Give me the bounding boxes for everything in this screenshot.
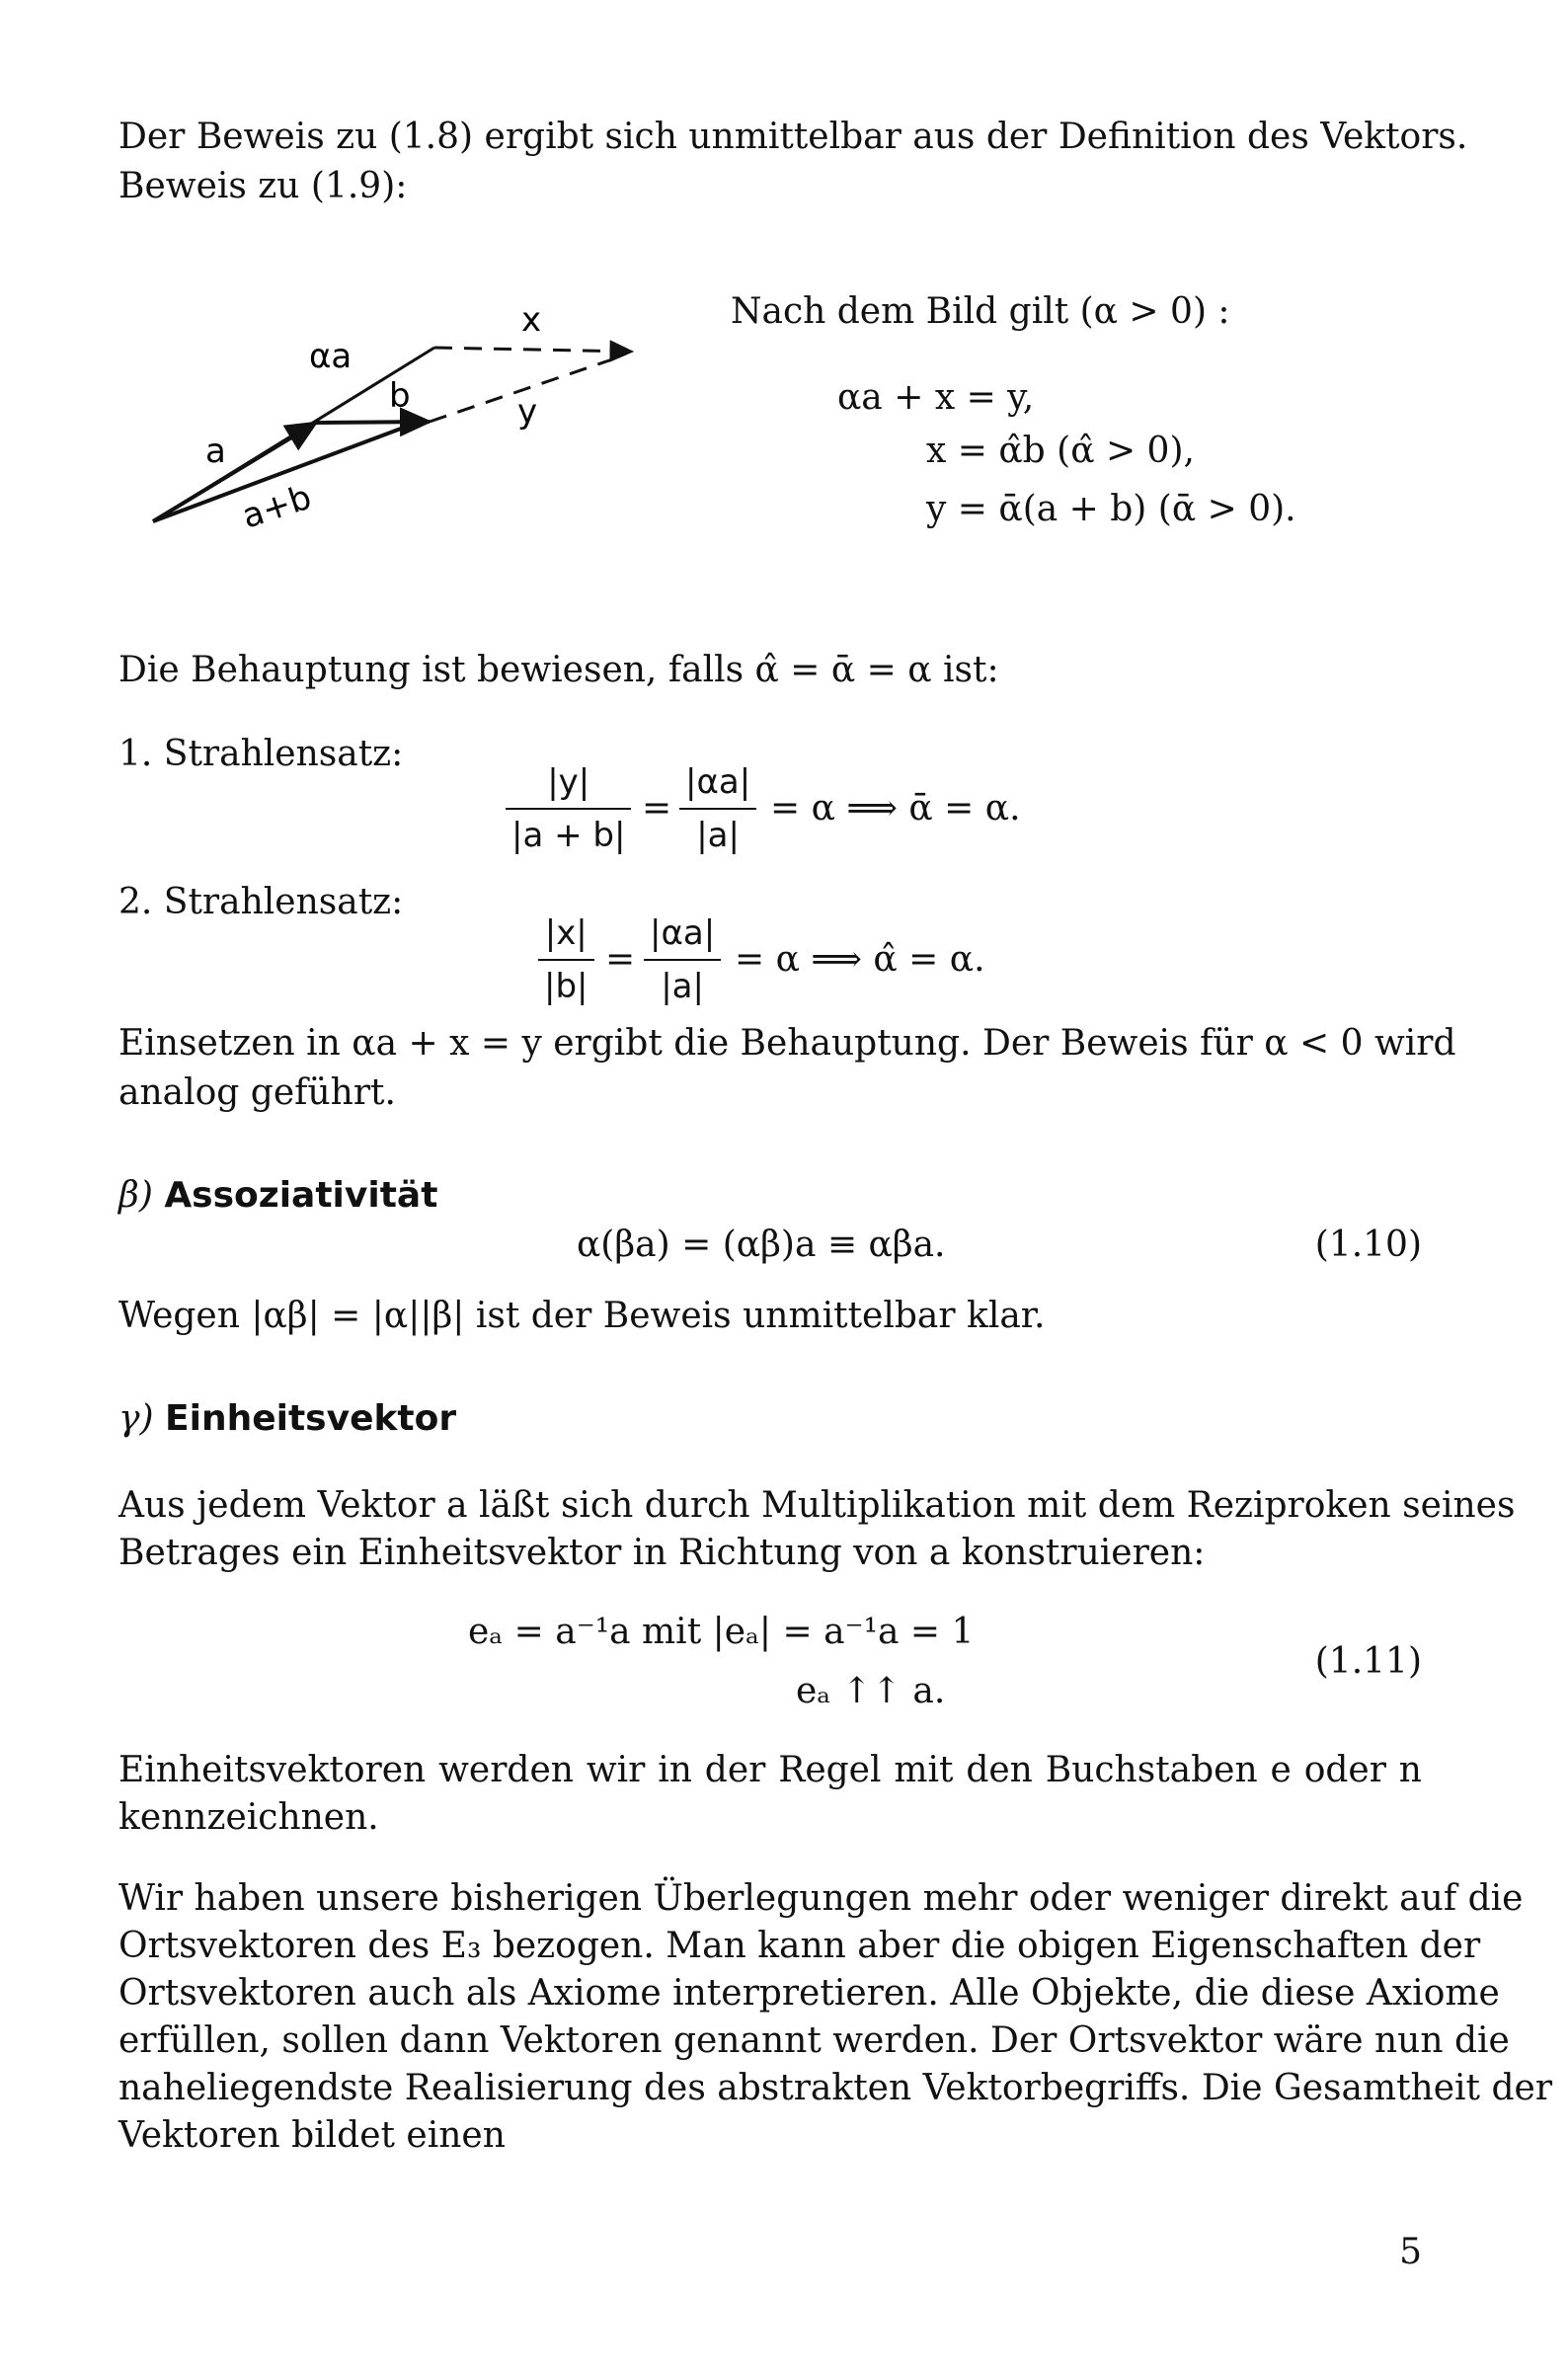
strahlensatz-1-fraction-2 <box>679 762 756 855</box>
conclusion-line-2: analog geführt. <box>118 1072 396 1113</box>
fraction-bar <box>506 808 631 810</box>
unit-vector-equation-2: eₐ ↑↑ a. <box>796 1671 946 1711</box>
label-y: y <box>517 392 538 432</box>
notation-line-2: kennzeichnen. <box>118 1797 379 1838</box>
unit-vector-text-line-2: Betrages ein Einheitsvektor in Richtung von a konstruieren: <box>118 1533 1206 1573</box>
page-number: 5 <box>1399 2232 1422 2272</box>
vector-addition-diagram <box>128 286 681 543</box>
conclusion-line-1: Einsetzen in αa + x = y ergibt die Behauptung. Der Beweis für α < 0 wird <box>118 1023 1456 1064</box>
final-paragraph-line-3: Ortsvektoren auch als Axiome interpretieren. Alle Objekte, die diese Axiome <box>118 1973 1500 2014</box>
fraction-numerator: |αa| <box>650 913 716 953</box>
final-paragraph-line-1: Wir haben unsere bisherigen Überlegungen mehr oder weniger direkt auf die <box>118 1878 1524 1919</box>
unit-vector-text-line-1: Aus jedem Vektor a läßt sich durch Multiplikation mit dem Reziproken seines <box>118 1485 1516 1526</box>
beta-prefix: β) <box>118 1175 153 1216</box>
figure-equation-2: x = α̂b (α̂ > 0), <box>926 431 1195 471</box>
label-a: a <box>205 432 226 471</box>
fraction-denominator: |b| <box>544 967 588 1006</box>
strahlensatz-1-conclusion: = α ⟹ ᾱ = α. <box>770 788 1021 829</box>
figure-equation-3: y = ᾱ(a + b) (ᾱ > 0). <box>926 489 1296 529</box>
figure-caption: Nach dem Bild gilt (α > 0) : <box>731 291 1230 332</box>
final-paragraph-line-2: Ortsvektoren des E₃ bezogen. Man kann aber die obigen Eigenschaften der <box>118 1926 1481 1966</box>
claim-text: Die Behauptung ist bewiesen, falls α̂ = ᾱ = α ist: <box>118 650 999 690</box>
beta-heading <box>118 1175 437 1216</box>
strahlensatz-2-fraction-2 <box>644 913 721 1006</box>
gamma-prefix: γ) <box>118 1398 154 1439</box>
strahlensatz-1-fraction-1 <box>506 762 631 855</box>
gamma-heading-text: Einheitsvektor <box>165 1398 457 1439</box>
fraction-bar <box>538 959 594 961</box>
unit-vector-equation-1: eₐ = a⁻¹a mit |eₐ| = a⁻¹a = 1 <box>468 1612 975 1652</box>
label-x: x <box>521 300 542 340</box>
fraction-bar <box>644 959 721 961</box>
final-paragraph-line-6: Vektoren bildet einen <box>118 2115 506 2156</box>
associativity-equation: α(βa) = (αβ)a ≡ αβa. <box>577 1225 946 1265</box>
vector-x-dashed <box>434 348 632 352</box>
fraction-denominator: |a + b| <box>511 816 626 855</box>
label-alpha-a: αa <box>309 337 353 376</box>
fraction-numerator: |y| <box>547 762 590 802</box>
final-paragraph-line-5: naheliegendste Realisierung des abstrakten Vektorbegriffs. Die Gesamtheit der <box>118 2068 1553 2108</box>
equation-number-1-11: (1.11) <box>1314 1641 1422 1682</box>
figure-equation-1: αa + x = y, <box>837 377 1035 418</box>
gamma-heading <box>118 1398 456 1439</box>
strahlensatz-2-fraction-1 <box>538 913 594 1006</box>
vector-b-arrow <box>316 422 430 423</box>
equals-sign: = <box>605 939 636 980</box>
label-b: b <box>389 376 411 416</box>
fraction-denominator: |a| <box>661 967 704 1006</box>
label-a-plus-b: a+b <box>237 477 317 537</box>
notation-line-1: Einheitsvektoren werden wir in der Regel mit den Buchstaben e oder n <box>118 1750 1422 1790</box>
beta-heading-text: Assoziativität <box>164 1175 438 1216</box>
equation-number-1-10: (1.10) <box>1314 1225 1422 1265</box>
fraction-numerator: |x| <box>544 913 588 953</box>
strahlensatz-2-conclusion: = α ⟹ α̂ = α. <box>735 939 985 980</box>
intro-line-2: Beweis zu (1.9): <box>118 166 408 206</box>
associativity-remark: Wegen |αβ| = |α||β| ist der Beweis unmittelbar klar. <box>118 1296 1046 1336</box>
fraction-bar <box>679 808 756 810</box>
final-paragraph-line-4: erfüllen, sollen dann Vektoren genannt werden. Der Ortsvektor wäre nun die <box>118 2020 1510 2061</box>
intro-line-1: Der Beweis zu (1.8) ergibt sich unmittelbar aus der Definition des Vektors. <box>118 117 1468 157</box>
fraction-numerator: |αa| <box>685 762 751 802</box>
fraction-denominator: |a| <box>696 816 740 855</box>
equals-sign: = <box>642 788 672 829</box>
strahlensatz-1-label: 1. Strahlensatz: <box>118 734 404 774</box>
strahlensatz-2-label: 2. Strahlensatz: <box>118 882 404 922</box>
